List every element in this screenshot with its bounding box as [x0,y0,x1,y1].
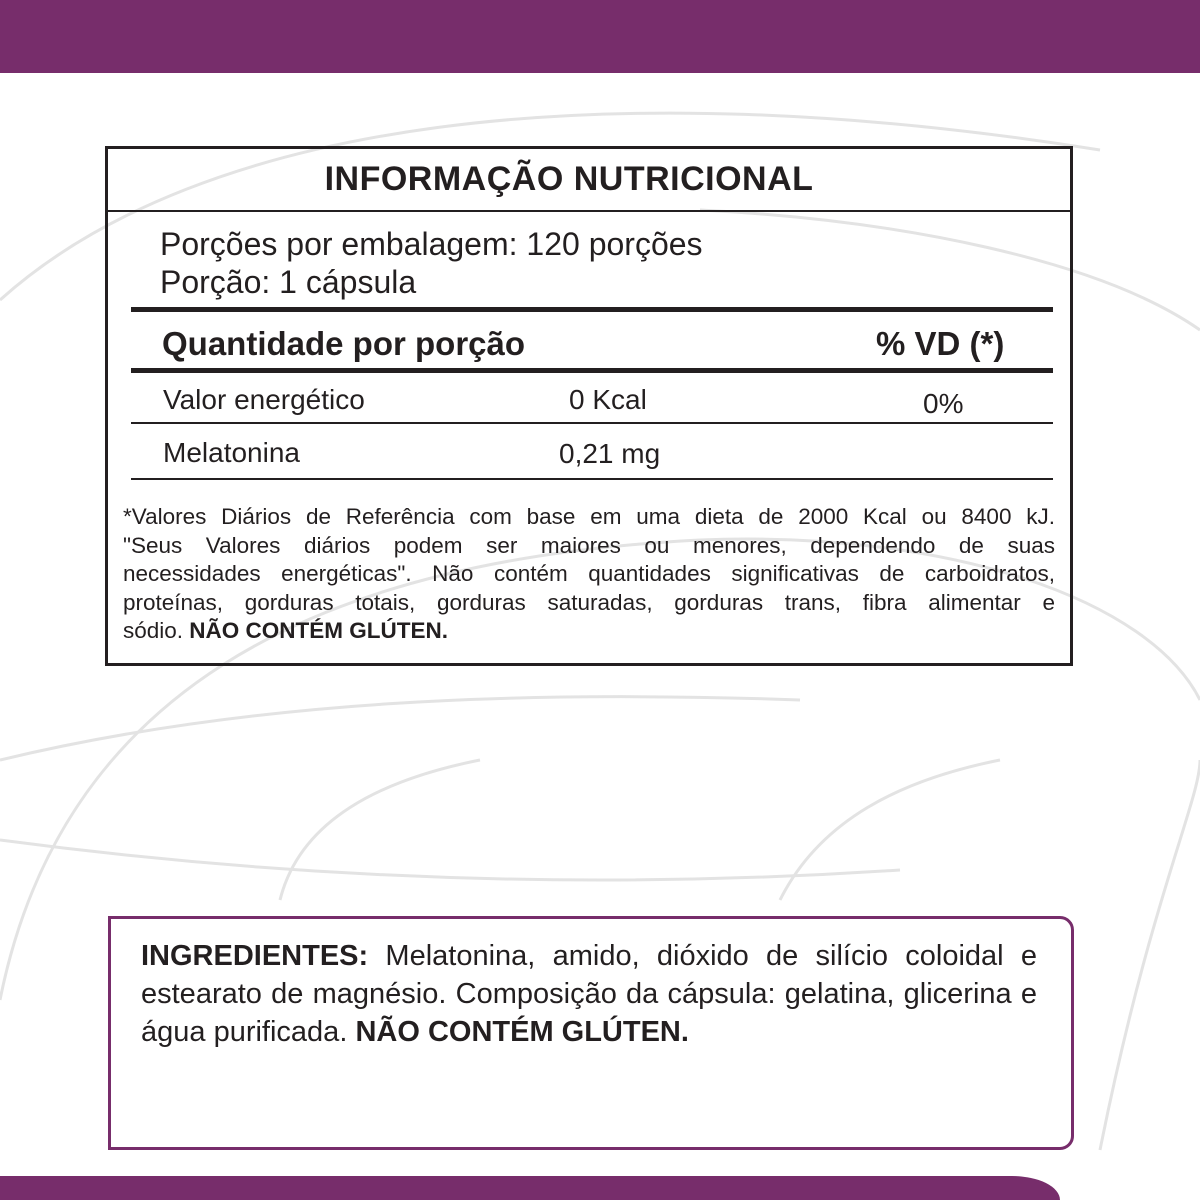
ingredients-text [141,937,1037,1051]
nutrition-title: INFORMAÇÃO NUTRICIONAL [324,160,814,198]
footnote-line: necessidades energéticas". Não contém quantidades significativas de carboidratos, [123,561,1055,586]
row-energy-name: Valor energético [163,384,365,415]
ingredients-line [141,1013,1037,1051]
row-energy-dv: 0% [923,388,964,419]
footnote-gluten-warning: NÃO CONTÉM GLÚTEN. [189,618,449,643]
thick-divider-top [131,307,1053,312]
header-daily-value: % VD (*) [876,325,1005,362]
ingredients-line1: Melatonina, amido, dióxido de silício coloidal e [368,940,1037,972]
bottom-brand-bar [0,1176,1060,1200]
ingredients-line [141,937,1037,975]
footnote-line [123,617,1055,646]
row-melatonin-name: Melatonina [163,437,300,468]
ingredients-box [108,916,1074,1150]
footnote-line: *Valores Diários de Referência com base em uma dieta de 2000 Kcal ou 8400 kJ. [123,504,1055,529]
nutrition-facts-table [105,146,1073,666]
thick-divider-bottom [131,368,1053,373]
row-divider [131,422,1053,424]
ingredients-label: INGREDIENTES: [141,940,369,972]
nutrition-footnote [123,503,1055,646]
footnote-line: "Seus Valores diários podem ser maiores ou menores, dependendo de suas [123,532,1055,558]
row-melatonin-amount: 0,21 mg [559,438,661,469]
serving-size: Porção: 1 cápsula [160,264,417,300]
ingredients-line2: estearato de magnésio. Composição da cápsula: gelatina, glicerina e [141,978,1037,1010]
servings-per-package: Porções por embalagem: 120 porções [160,226,703,262]
header-amount-per-serving: Quantidade por porção [162,325,526,362]
nutrition-title-row [108,149,1070,212]
ingredients-line3: água purificada. [141,1016,356,1048]
row-energy-amount: 0 Kcal [569,384,647,415]
footnote-last-prefix: sódio. [123,618,190,643]
footnote-line: proteínas, gorduras totais, gorduras saturadas, gorduras trans, fibra alimentar e [123,589,1055,615]
row-divider-bottom [131,478,1053,480]
ingredients-gluten-warning: NÃO CONTÉM GLÚTEN. [355,1016,689,1048]
